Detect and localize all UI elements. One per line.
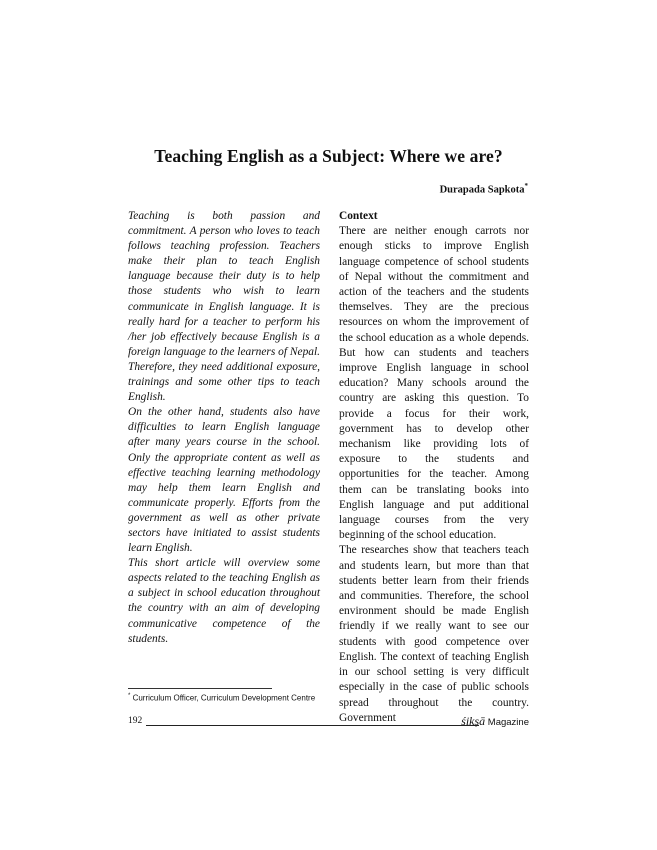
- section-heading-context: Context: [339, 210, 378, 222]
- magazine-word: Magazine: [487, 717, 529, 728]
- abstract-paragraph: This short article will overview some aspects related to the teaching English as a subject in school education throughout the country with an aim of developing communicative competence of the students.: [128, 557, 320, 645]
- footer-divider: [146, 725, 479, 726]
- footnote: [128, 693, 315, 703]
- body-paragraph: There are neither enough carrots nor enough sticks to improve English language competence of school students of Nepal without the commitment and action of the teachers and the students themselves. They are the precious resources on whom the improvement of the school education as a whole depends. But how can students and teachers improve English language in school education? Many schools around the country are asking this question. To provide a focus for their work, government has to develop other mechanism like providing lots of exposure to the students and opportunities for the teacher. Among them can be translating books into English language and put additional language courses from the very beginning of the school education.: [339, 225, 529, 542]
- author-name-text: Durapada Sapkota: [439, 184, 525, 196]
- body-paragraph: The researches show that teachers teach and students learn, but more than that students better learn from their friends and communities. Therefore, the school environment should be made English friendly if we really want to see our students with good competence over English. The context of teaching English in our school setting is very difficult especially in the case of public schools spread throughout the country. Government: [339, 544, 529, 724]
- context-column: [339, 209, 529, 726]
- abstract-column: [128, 209, 320, 647]
- magazine-name-stylized: śikṣā: [461, 714, 486, 728]
- page-footer: [128, 714, 529, 730]
- author-footnote-mark: *: [524, 182, 528, 190]
- magazine-name: [461, 714, 529, 729]
- abstract-paragraph: On the other hand, students also have difficulties to learn English language after many years course in the school. Only the appropriate content as well as effective teaching learning methodology may help them learn English and communicate properly. Efforts from the government as well as other private sectors have initiated to assist students learn English.: [128, 406, 320, 555]
- footnote-mark: *: [128, 693, 131, 699]
- author-name: [440, 182, 528, 196]
- page-number: 192: [128, 716, 143, 726]
- abstract-paragraph: Teaching is both passion and commitment. A person who loves to teach follows teaching profession. Teachers make their plan to teach English language because their duty is to help those students who wish to learn communicate in English language. It is really hard for a teacher to perform his /her job effectively because English is a foreign language to the learners of Nepal. Therefore, they need additional exposure, trainings and some other tips to teach English.: [128, 210, 320, 404]
- article-title: Teaching English as a Subject: Where we are?: [154, 146, 503, 166]
- footnote-divider: [128, 688, 272, 689]
- footnote-text: Curriculum Officer, Curriculum Development Centre: [132, 693, 316, 703]
